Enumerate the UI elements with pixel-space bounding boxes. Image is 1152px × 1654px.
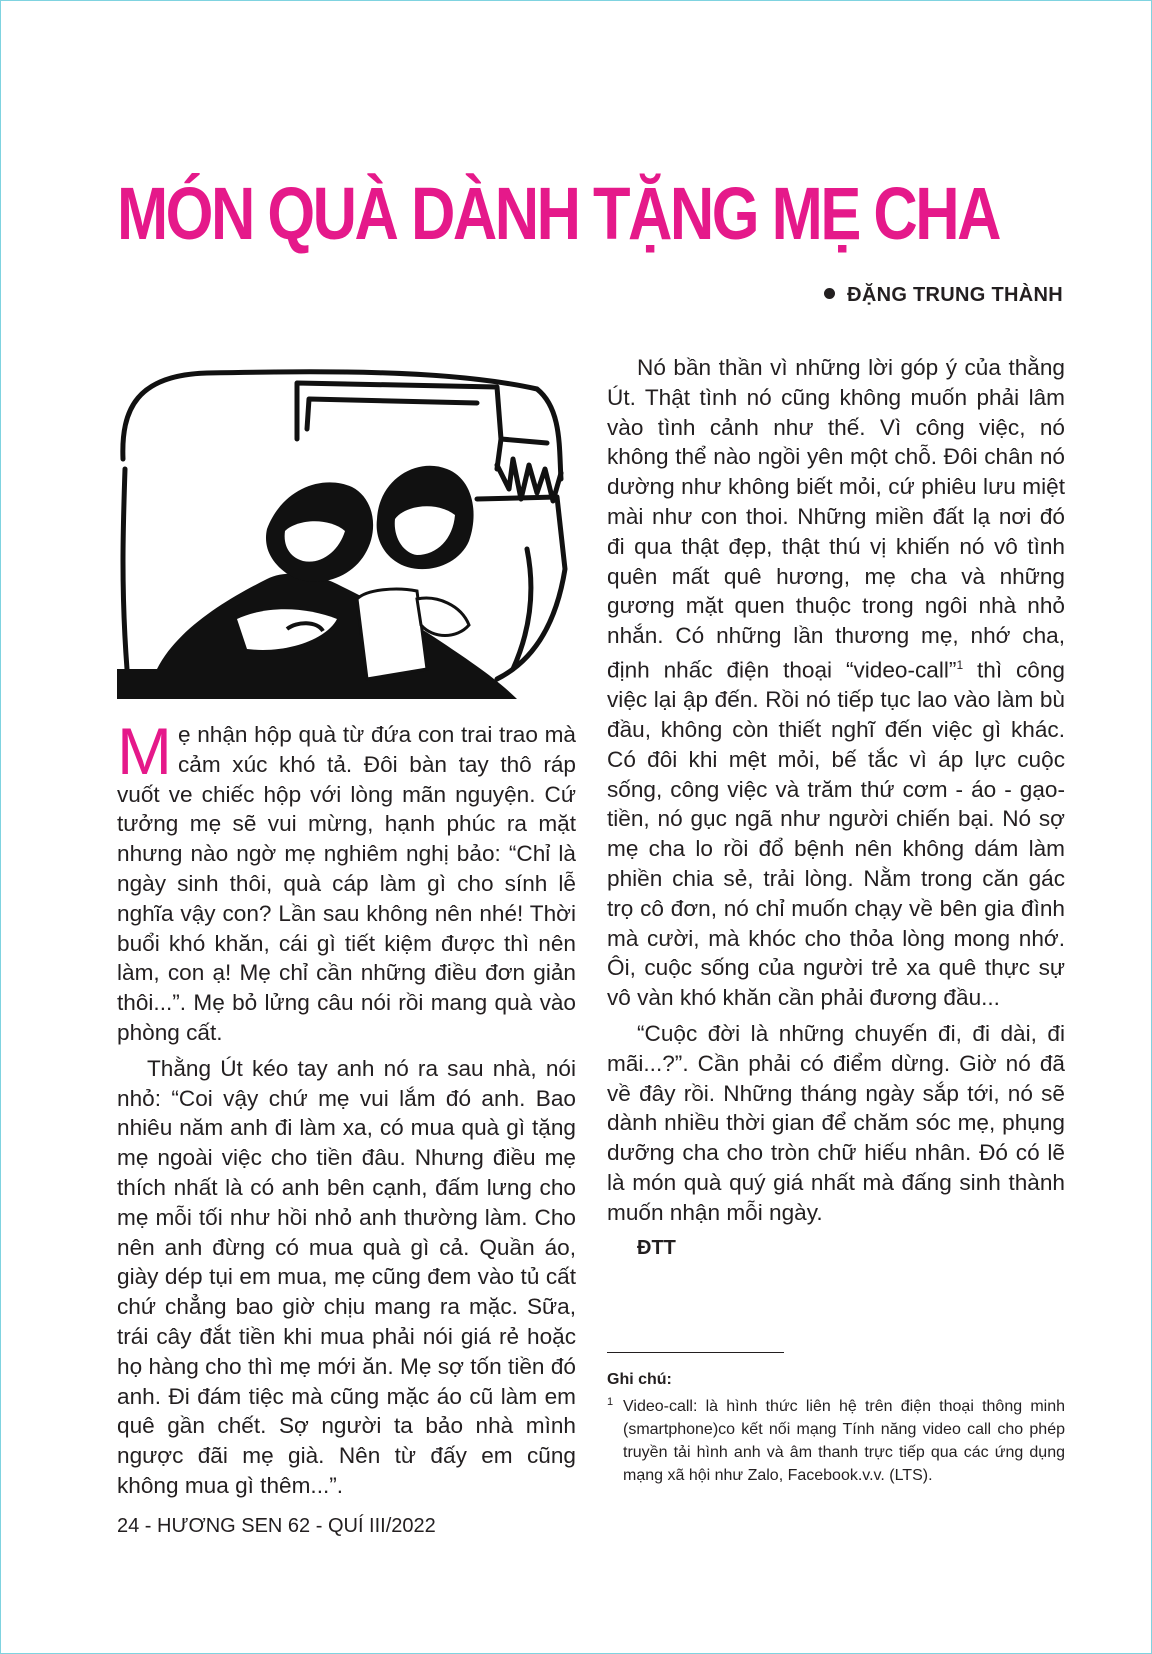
paragraph-text: Nó bần thần vì những lời góp ý của thằng Út. Thật tình nó cũng không muốn phải lâm vào tình cảnh như thế. Vì công việc, nó không thể nào ngồi yên một chỗ. Đôi chân nó dường như không biết mỏi, cứ phiêu lưu miệt mài như con thoi. Những miền đất lạ nơi đó đi qua thật đẹp, thật thú vị khiến nó vô tình quên mất quê hương, mẹ cha và những gương mặt quen thuộc trong ngôi nhà nhỏ nhắn. Có những lần thương mẹ, nhớ cha, định nhấc điện thoại “video-call” [607, 355, 1065, 683]
drop-cap: M [117, 714, 172, 788]
signature: ĐTT [637, 1236, 676, 1259]
paragraph: Thằng Út kéo tay anh nó ra sau nhà, nói nhỏ: “Coi vậy chứ mẹ vui lắm đó anh. Bao nhiêu năm anh đi làm xa, có mua quà gì tặng mẹ ngoài việc cho tiền đâu. Nhưng điều mẹ thích nhất là có anh bên cạnh, đấm lưng cho mẹ mỗi tối như hồi nhỏ anh thường làm. Cho nên anh đừng có mua quà gì cả. Quần áo, giày dép tụi em mua, mẹ cũng đem vào tủ cất chứ chẳng bao giờ chịu mang ra mặc. Sữa, trái cây đắt tiền khi mua phải nói giá rẻ hoặc họ hàng cho thì mẹ mới ăn. Mẹ sợ tốn tiền đó anh. Đi đám tiệc mà cũng mặc áo cũ làm em quê gần chết. Sợ người ta bảo nhà mình ngược đãi mẹ già. Nên từ đấy em cũng không mua gì thêm...”. [117, 1055, 576, 1498]
article-title: MÓN QUÀ DÀNH TẶNG MẸ CHA [117, 172, 999, 255]
footnote-heading: Ghi chú: [607, 1371, 672, 1388]
page-footer: 24 - HƯƠNG SEN 62 - QUÍ III/2022 [117, 1515, 436, 1537]
bullet-dot-icon [824, 288, 835, 299]
illustration-mother-and-son [117, 369, 577, 701]
footnote-reference[interactable]: 1 [956, 657, 964, 672]
right-column [607, 353, 1065, 1269]
left-column [117, 714, 576, 1507]
paragraph: “Cuộc đời là những chuyến đi, đi dài, đi mãi...?”. Cần phải có điểm dừng. Giờ nó đã về đây rồi. Những tháng ngày sắp tới, nó sẽ dành nhiều thời gian để chăm sóc mẹ, phụng dưỡng cha cho tròn chữ hiếu nhân. Đó có lẽ là món quà quý giá nhất mà đấng sinh thành muốn nhận mỗi ngày. [607, 1021, 1065, 1225]
paragraph [607, 353, 1065, 1013]
footnote-text: Video-call: là hình thức liên hệ trên điện thoại thông minh (smartphone)co kết nối mạng Tính năng video call cho phép truyền tải hình anh và âm thanh trực tiếp qua các ứng dụng mạng xã hội như Zalo, Facebook.v.v. (LTS). [623, 1398, 1065, 1484]
author-name: ĐẶNG TRUNG THÀNH [847, 284, 1063, 306]
paragraph-text: thì công việc lại ập đến. Rồi nó tiếp tục lao vào làm bù đầu, không còn thiết nghĩ đến việc gì khác. Có đôi khi mệt mỏi, bế tắc vì áp lực cuộc sống, công việc và trăm thứ cơm - áo - gạo- tiền, nó gục ngã như người chiến bại. Nó sợ mẹ cha lo rồi đổ bệnh nên không dám làm phiền chia sẻ, trải lòng. Nằm trong căn gác trọ cô đơn, nó chỉ muốn chạy về bên gia đình mà cười, mà khóc cho thỏa lòng mong nhớ. Ôi, cuộc sống của người trẻ xa quê thực sự vô vàn khó khăn cần phải đương đầu... [607, 657, 1066, 1011]
paragraph [117, 714, 576, 1048]
footnote-marker: 1 [607, 1396, 614, 1408]
author-byline [824, 284, 1063, 307]
footnote-divider [607, 1352, 784, 1353]
footnote [607, 1395, 1065, 1487]
paragraph-text: ẹ nhận hộp quà từ đứa con trai trao mà cảm xúc khó tả. Đôi bàn tay thô ráp vuốt ve chiếc hộp với lòng mãn nguyện. Cứ tưởng mẹ sẽ vui mừng, hạnh phúc ra mặt nhưng nào ngờ mẹ nghiêm nghị bảo: “Chỉ là ngày sinh thôi, quà cáp làm gì cho sính lễ nghĩa vậy con? Lần sau không nên nhé! Thời buổi khó khăn, cái gì tiết kiệm được thì nên làm, con ạ! Mẹ chỉ cần những điều đơn giản thôi...”. Mẹ bỏ lửng câu nói rồi mang quà vào phòng cất. [117, 722, 576, 1045]
